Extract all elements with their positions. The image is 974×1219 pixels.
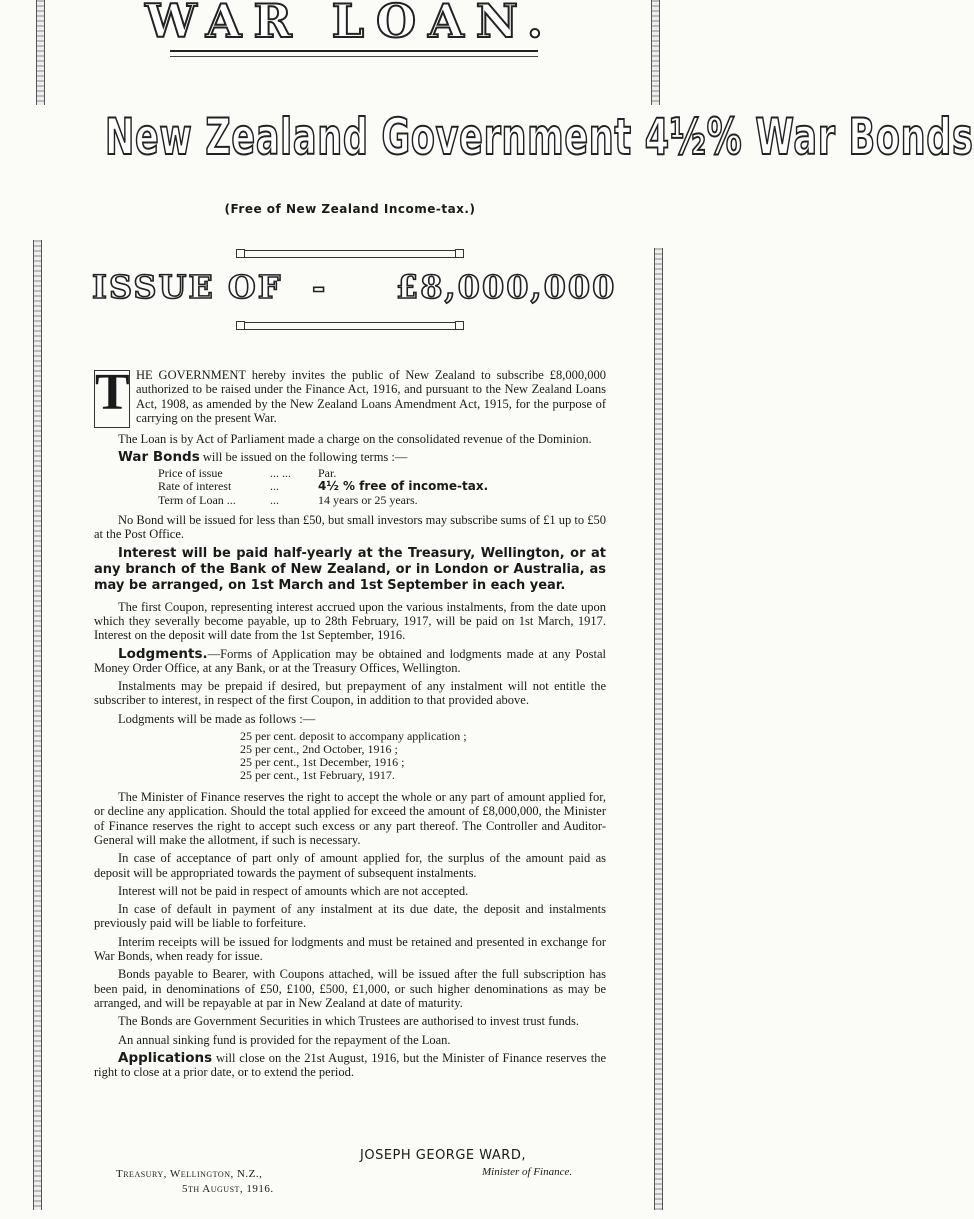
term-value: 14 years or 25 years. [318, 492, 418, 507]
para-minister: The Minister of Finance reserves the right to accept the whole or any part of amount applied for, or decline any application. Should the total applied for exceed the amount of £8,000,000, the Minister of Finance reserves the right to accept such excess or any part thereof. The Controller and Auditor-General will make the allotment, if such is necessary. [94, 790, 606, 847]
war-bonds-lead: War Bonds [118, 449, 200, 466]
issue-label: ISSUE OF [92, 268, 283, 306]
para-default: In case of default in payment of any instalment at its due date, the deposit and instalments previously paid will be liable to forfeiture. [94, 902, 606, 931]
para-charge: The Loan is by Act of Parliament made a charge on the consolidated revenue of the Dominion. [118, 432, 592, 446]
issue-amount: £8,000,000 [396, 268, 617, 306]
deco-box-left-2 [236, 321, 245, 330]
dropcap: T [94, 370, 130, 428]
instalments-list [240, 730, 606, 782]
lodgments-lead: Lodgments. [118, 645, 208, 662]
para-interest: Interest will be paid half-yearly at the Treasury, Wellington, or at any branch of the Bank of New Zealand, or in London or Australia, as may be arranged, on 1st March and 1st September in each year. [94, 545, 606, 593]
terms-row [158, 480, 606, 494]
subtitle: (Free of New Zealand Income-tax.) [224, 202, 476, 216]
signature-name: JOSEPH GEORGE WARD, [360, 1148, 526, 1163]
term-label: Price of issue [158, 465, 223, 480]
deco-line-top [241, 250, 459, 258]
headline: WAR LOAN. [145, 0, 555, 48]
term-label: Term of Loan ... [158, 492, 236, 507]
term-dots: ... ... [270, 465, 291, 480]
term-dots: ... [270, 492, 279, 507]
instalment-item: 25 per cent., 1st December, 1916 ; [240, 755, 405, 770]
para-no-interest: Interest will not be paid in respect of amounts which are not accepted. [118, 883, 469, 898]
signature-place: Treasury, Wellington, N.Z., [116, 1168, 263, 1180]
issue-dash: - [312, 268, 328, 306]
deco-box-left [236, 249, 245, 258]
headline-rule-thin [170, 56, 538, 57]
para-prepaid: Instalments may be prepaid if desired, but prepayment of any instalment will not entitle the subscriber to interest, in respect of the first Coupon, in addition to that provided above. [94, 679, 606, 708]
deco-box-right-2 [455, 321, 464, 330]
lodgments-text: —Forms of Application may be obtained and lodgments made at any Postal Money Order Office, at any Bank, or at the Treasury Offices, Wellington. [94, 646, 606, 675]
war-bonds-text: will be issued on the following terms :— [199, 450, 408, 465]
applications-text: will close on the 21st August, 1916, but the Minister of Finance reserves the right to close at a prior date, or to extend the period. [94, 1050, 606, 1080]
para-trustees: The Bonds are Government Securities in which Trustees are authorised to invest trust funds. [118, 1014, 580, 1029]
term-value: 4½ % free of income-tax. [318, 479, 489, 494]
signature-title: Minister of Finance. [482, 1166, 573, 1178]
terms-row [158, 467, 606, 481]
right-margin-bar [654, 248, 663, 1210]
para-applications [94, 1051, 606, 1080]
terms-row [158, 494, 606, 508]
terms-table [158, 467, 606, 508]
para-coupon: The first Coupon, representing interest accrued upon the various instalments, from the date upon which they severally become payable, up to 28th February, 1917, will be paid on 1st March, 1917. Interest on the deposit will date from the 1st September, 1916. [94, 599, 606, 643]
para-interim: Interim receipts will be issued for lodgments and must be retained and presented in exchange for War Bonds, when ready for issue. [94, 934, 606, 964]
para-war-bonds [94, 450, 606, 464]
para-acceptance: In case of acceptance of part only of amount applied for, the surplus of the amount paid as deposit will be appropriated towards the payment of subsequent instalments. [94, 851, 606, 880]
instalment-item: 25 per cent. deposit to accompany application ; [240, 729, 467, 744]
deco-box-right [455, 249, 464, 258]
body-text [94, 364, 606, 1083]
term-label: Rate of interest [158, 479, 232, 494]
para-lodg-follows: Lodgments will be made as follows :— [118, 711, 316, 726]
term-dots: ... [270, 479, 279, 494]
instalment-item: 25 per cent., 1st February, 1917. [240, 768, 395, 783]
left-margin-bar [33, 240, 42, 1210]
instalment-item: 25 per cent., 2nd October, 1916 ; [240, 742, 398, 757]
main-title: New Zealand Government 4½% War Bonds [105, 108, 974, 166]
signature-date: 5th August, 1916. [182, 1183, 274, 1195]
deco-line-bottom [241, 322, 459, 330]
intro-paragraph [94, 364, 606, 428]
para-sinking: An annual sinking fund is provided for the repayment of the Loan. [118, 1032, 451, 1047]
para-lodgments [94, 647, 606, 676]
term-value: Par. [318, 465, 337, 480]
applications-lead: Applications [118, 1049, 213, 1066]
intro-text: HE GOVERNMENT hereby invites the public of New Zealand to subscribe £8,000,000 authorized to be raised under the Finance Act, 1916, and pursuant to the New Zealand Loans Act, 1908, as amended by the New Zealand Loans Amendment Act, 1915, for the purpose of carrying on the present War. [136, 368, 606, 425]
para-no-bond: No Bond will be issued for less than £50, but small investors may subscribe sums of £1 up to £50 at the Post Office. [94, 513, 606, 542]
para-bearer: Bonds payable to Bearer, with Coupons attached, will be issued after the full subscription has been paid, in denominations of £50, £100, £500, £1,000, or such higher denominations as may be arranged, and will be repayable at par in New Zealand at date of maturity. [94, 967, 606, 1010]
headline-rule [170, 50, 538, 52]
